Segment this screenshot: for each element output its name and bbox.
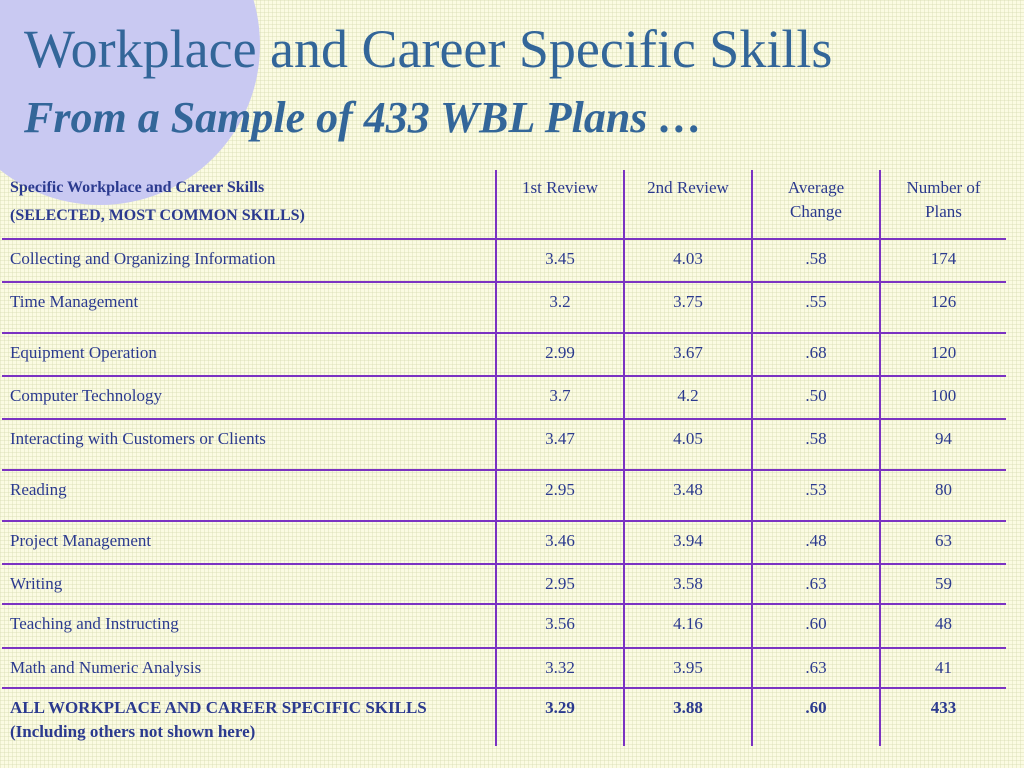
cell-second-review: 4.03 bbox=[624, 239, 752, 282]
table-row bbox=[2, 376, 1006, 419]
cell-first-review: 2.95 bbox=[496, 564, 624, 604]
cell-skill: Reading bbox=[2, 470, 496, 521]
header-number-of-plans: Number of Plans bbox=[880, 170, 1006, 239]
skills-table bbox=[2, 170, 1006, 746]
cell-number-of-plans: 126 bbox=[880, 282, 1006, 333]
cell-number-of-plans: 120 bbox=[880, 333, 1006, 376]
header-skill-main: Specific Workplace and Career Skills bbox=[10, 179, 265, 196]
cell-first-review: 3.2 bbox=[496, 282, 624, 333]
cell-first-review: 3.7 bbox=[496, 376, 624, 419]
cell-average-change: .58 bbox=[752, 419, 880, 470]
cell-first-review: 3.32 bbox=[496, 648, 624, 688]
cell-second-review: 3.94 bbox=[624, 521, 752, 564]
cell-average-change: .53 bbox=[752, 470, 880, 521]
header-second-review: 2nd Review bbox=[624, 170, 752, 239]
cell-number-of-plans: 94 bbox=[880, 419, 1006, 470]
slide-title: Workplace and Career Specific Skills bbox=[24, 19, 833, 79]
cell-second-review: 3.67 bbox=[624, 333, 752, 376]
cell-skill: Writing bbox=[2, 564, 496, 604]
cell-number-of-plans: 80 bbox=[880, 470, 1006, 521]
cell-skill: Computer Technology bbox=[2, 376, 496, 419]
header-skill-sub: (SELECTED, MOST COMMON SKILLS) bbox=[10, 207, 305, 224]
cell-number-of-plans: 63 bbox=[880, 521, 1006, 564]
cell-skill: Interacting with Customers or Clients bbox=[2, 419, 496, 470]
header-skill bbox=[2, 170, 496, 239]
table-row bbox=[2, 282, 1006, 333]
table-header-row bbox=[2, 170, 1006, 239]
cell-skill: Collecting and Organizing Information bbox=[2, 239, 496, 282]
cell-total-first-review: 3.29 bbox=[496, 688, 624, 746]
table-total-row bbox=[2, 688, 1006, 746]
cell-first-review: 3.46 bbox=[496, 521, 624, 564]
cell-number-of-plans: 100 bbox=[880, 376, 1006, 419]
cell-average-change: .50 bbox=[752, 376, 880, 419]
cell-average-change: .60 bbox=[752, 604, 880, 648]
cell-second-review: 3.75 bbox=[624, 282, 752, 333]
cell-second-review: 3.95 bbox=[624, 648, 752, 688]
cell-number-of-plans: 41 bbox=[880, 648, 1006, 688]
table-row bbox=[2, 333, 1006, 376]
cell-number-of-plans: 59 bbox=[880, 564, 1006, 604]
cell-first-review: 2.95 bbox=[496, 470, 624, 521]
cell-total-average-change: .60 bbox=[752, 688, 880, 746]
cell-average-change: .55 bbox=[752, 282, 880, 333]
cell-second-review: 3.48 bbox=[624, 470, 752, 521]
cell-first-review: 3.56 bbox=[496, 604, 624, 648]
cell-first-review: 2.99 bbox=[496, 333, 624, 376]
table-row bbox=[2, 470, 1006, 521]
table-row bbox=[2, 564, 1006, 604]
cell-average-change: .58 bbox=[752, 239, 880, 282]
cell-first-review: 3.45 bbox=[496, 239, 624, 282]
cell-second-review: 4.05 bbox=[624, 419, 752, 470]
cell-skill: Project Management bbox=[2, 521, 496, 564]
cell-total-number-of-plans: 433 bbox=[880, 688, 1006, 746]
table-row bbox=[2, 239, 1006, 282]
cell-skill: Equipment Operation bbox=[2, 333, 496, 376]
cell-average-change: .63 bbox=[752, 648, 880, 688]
table-row bbox=[2, 604, 1006, 648]
header-first-review: 1st Review bbox=[496, 170, 624, 239]
cell-second-review: 3.58 bbox=[624, 564, 752, 604]
cell-average-change: .68 bbox=[752, 333, 880, 376]
cell-number-of-plans: 174 bbox=[880, 239, 1006, 282]
cell-average-change: .63 bbox=[752, 564, 880, 604]
table-row bbox=[2, 521, 1006, 564]
header-average-change: Average Change bbox=[752, 170, 880, 239]
table-row bbox=[2, 648, 1006, 688]
cell-first-review: 3.47 bbox=[496, 419, 624, 470]
cell-second-review: 4.2 bbox=[624, 376, 752, 419]
cell-skill: Time Management bbox=[2, 282, 496, 333]
slide-subtitle: From a Sample of 433 WBL Plans … bbox=[24, 93, 703, 142]
cell-skill: Teaching and Instructing bbox=[2, 604, 496, 648]
cell-total-second-review: 3.88 bbox=[624, 688, 752, 746]
cell-second-review: 4.16 bbox=[624, 604, 752, 648]
cell-average-change: .48 bbox=[752, 521, 880, 564]
cell-skill: Math and Numeric Analysis bbox=[2, 648, 496, 688]
table-row bbox=[2, 419, 1006, 470]
cell-total-skill: ALL WORKPLACE AND CAREER SPECIFIC SKILLS (Including others not shown here) bbox=[10, 698, 427, 741]
cell-number-of-plans: 48 bbox=[880, 604, 1006, 648]
